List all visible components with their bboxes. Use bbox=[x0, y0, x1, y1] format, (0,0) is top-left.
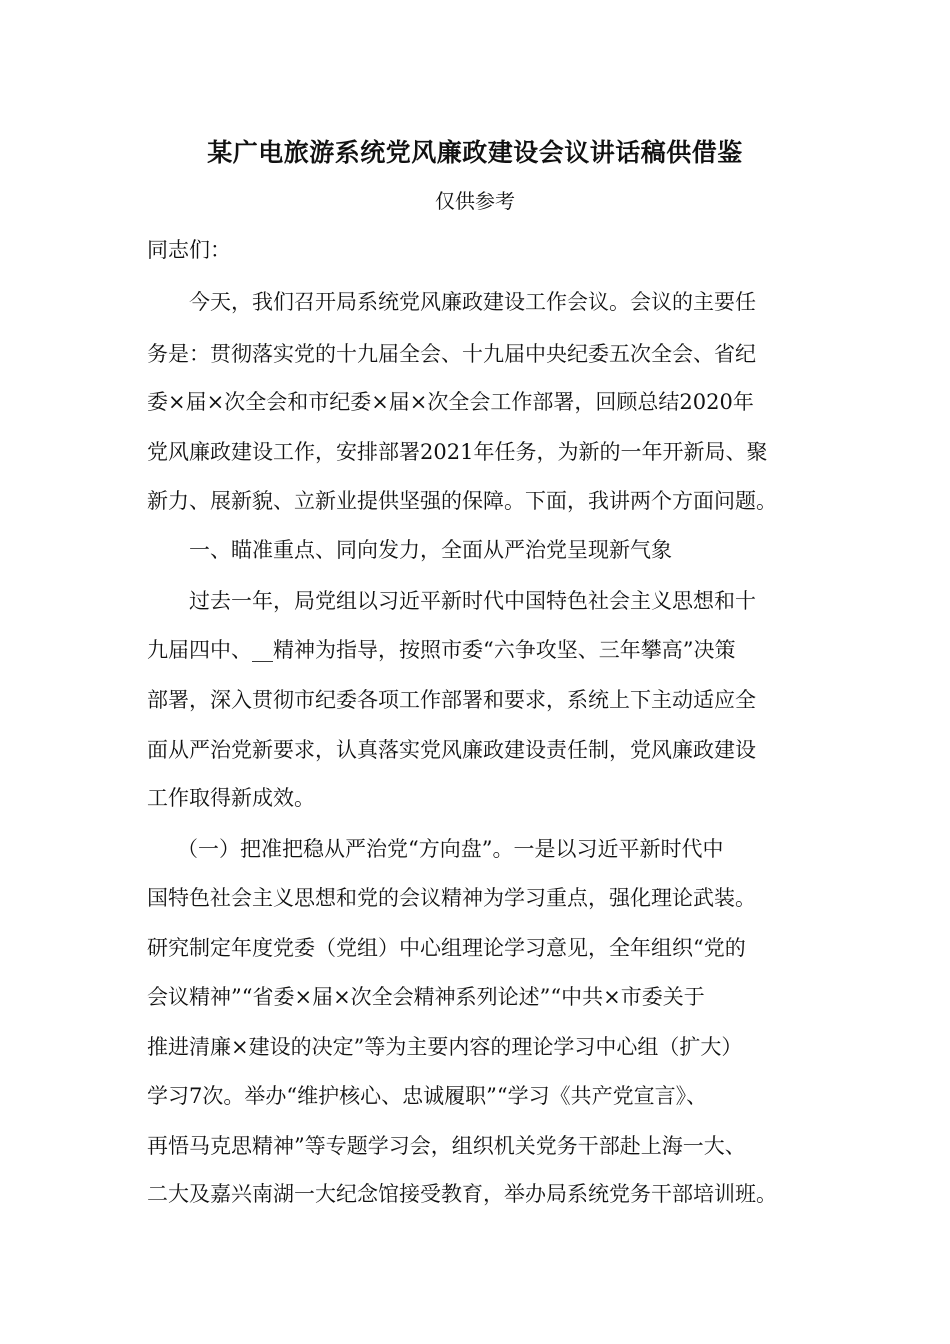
paragraph-line: 推进清廉×建设的决定”等为主要内容的理论学习中心组（扩大） bbox=[147, 1035, 743, 1059]
paragraph-line: 二大及嘉兴南湖一大纪念馆接受教育，举办局系统党务干部培训班。 bbox=[147, 1182, 777, 1206]
document-subtitle: 仅供参考 bbox=[435, 189, 515, 213]
paragraph-line: 新力、展新貌、立新业提供坚强的保障。下面，我讲两个方面问题。 bbox=[147, 489, 777, 513]
paragraph-line: 委×届×次全会和市纪委×届×次全会工作部署，回顾总结2020年 bbox=[147, 390, 754, 414]
paragraph-line: 务是：贯彻落实党的十九届全会、十九届中央纪委五次全会、省纪 bbox=[147, 342, 756, 366]
paragraph-line: 过去一年，局党组以习近平新时代中国特色社会主义思想和十 bbox=[189, 589, 756, 613]
paragraph-line: 今天，我们召开局系统党风廉政建设工作会议。会议的主要任 bbox=[189, 290, 756, 314]
paragraph-line: 面从严治党新要求，认真落实党风廉政建设责任制，党风廉政建设 bbox=[147, 738, 756, 762]
paragraph-line: 会议精神”“省委×届×次全会精神系列论述”“中共×市委关于 bbox=[147, 985, 705, 1009]
paragraph-line: 国特色社会主义思想和党的会议精神为学习重点，强化理论武装。 bbox=[147, 886, 756, 910]
paragraph-line: 党风廉政建设工作，安排部署2021年任务，为新的一年开新局、聚 bbox=[147, 440, 768, 464]
paragraph-line: 部署，深入贯彻市纪委各项工作部署和要求，系统上下主动适应全 bbox=[147, 688, 756, 712]
salutation: 同志们： bbox=[147, 238, 231, 262]
paragraph-line: 研究制定年度党委（党组）中心组理论学习意见，全年组织“党的 bbox=[147, 936, 746, 960]
document-title: 某广电旅游系统党风廉政建设会议讲话稿供借鉴 bbox=[207, 138, 743, 167]
paragraph-line: 再悟马克思精神”等专题学习会，组织机关党务干部赴上海一大、 bbox=[147, 1134, 746, 1158]
paragraph-line: 学习7次。举办“维护核心、忠诚履职”“学习《共产党宣言》、 bbox=[147, 1084, 708, 1108]
paragraph-line: 工作取得新成效。 bbox=[147, 786, 315, 810]
section-heading: 一、瞄准重点、同向发力，全面从严治党呈现新气象 bbox=[189, 538, 672, 562]
paragraph-line: 九届四中、__精神为指导，按照市委“六争攻坚、三年攀高”决策 bbox=[147, 638, 736, 662]
paragraph-line: （一）把准把稳从严治党“方向盘”。一是以习近平新时代中 bbox=[177, 837, 724, 861]
